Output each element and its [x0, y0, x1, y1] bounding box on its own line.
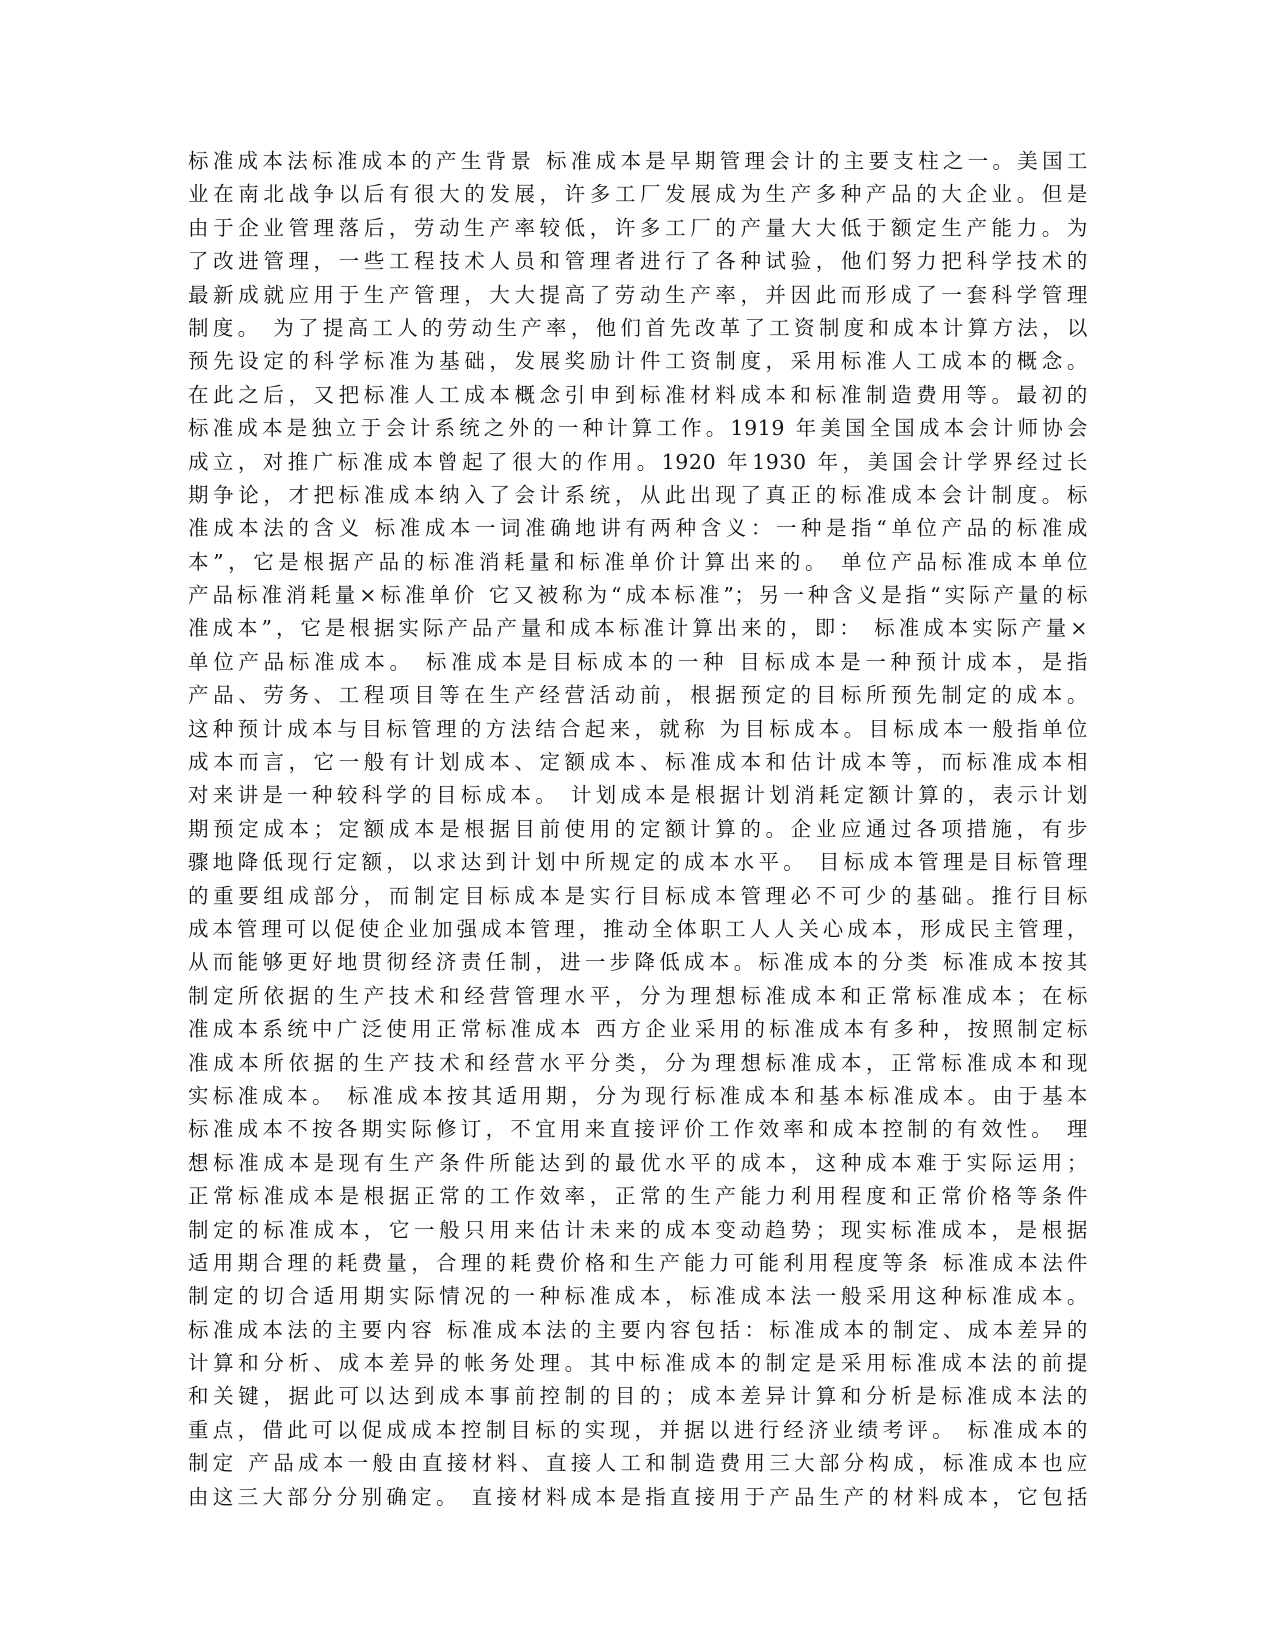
text-line: 单位产品标准成本。 标准成本是目标成本的一种 目标成本是一种预计成本，是指 — [188, 649, 1088, 674]
body-text — [188, 145, 1088, 1514]
text-line: 由这三大部分分别确定。 直接材料成本是指直接用于产品生产的材料成本，它包括 — [188, 1484, 1088, 1509]
text-line: 这种预计成本与目标管理的方法结合起来，就称 为目标成本。目标成本一般指单位 — [188, 716, 1088, 741]
text-line: 标准成本法标准成本的产生背景 标准成本是早期管理会计的主要支柱之一。美国工 — [188, 149, 1088, 173]
text-line: 产品、劳务、工程项目等在生产经营活动前，根据预定的目标所预先制定的成本。 — [188, 683, 1088, 708]
text-line: 准成本系统中广泛使用正常标准成本 西方企业采用的标准成本有多种，按照制定标 — [188, 1017, 1088, 1042]
text-line: 制定的标准成本，它一般只用来估计未来的成本变动趋势；现实标准成本，是根据 — [188, 1217, 1088, 1242]
text-line: 成立，对推广标准成本曾起了很大的作用。1920 年1930 年，美国会计学界经过长 — [188, 449, 1088, 474]
text-line: 产品标准消耗量×标准单价 它又被称为“成本标准”；另一种含义是指“实际产量的标 — [188, 583, 1088, 608]
text-line: 了改进管理，一些工程技术人员和管理者进行了各种试验，他们努力把科学技术的 — [188, 249, 1088, 274]
text-line: 成本管理可以促使企业加强成本管理，推动全体职工人人关心成本，形成民主管理， — [188, 916, 1088, 941]
text-line: 标准成本法的主要内容 标准成本法的主要内容包括：标准成本的制定、成本差异的 — [188, 1317, 1088, 1342]
text-line: 期预定成本；定额成本是根据目前使用的定额计算的。企业应通过各项措施，有步 — [188, 816, 1088, 841]
text-line: 从而能够更好地贯彻经济责任制，进一步降低成本。标准成本的分类 标准成本按其 — [188, 950, 1088, 975]
text-line: 在此之后，又把标准人工成本概念引申到标准材料成本和标准制造费用等。最初的 — [188, 382, 1088, 407]
text-line: 标准成本是独立于会计系统之外的一种计算工作。1919 年美国全国成本会计师协会 — [188, 416, 1088, 441]
text-line: 准成本”，它是根据实际产品产量和成本标准计算出来的，即： 标准成本实际产量× — [188, 616, 1088, 641]
text-line: 实标准成本。 标准成本按其适用期，分为现行标准成本和基本标准成本。由于基本 — [188, 1083, 1088, 1108]
text-line: 本”，它是根据产品的标准消耗量和标准单价计算出来的。 单位产品标准成本单位 — [188, 549, 1088, 574]
text-line: 由于企业管理落后，劳动生产率较低，许多工厂的产量大大低于额定生产能力。为 — [188, 215, 1088, 240]
text-line: 重点，借此可以促成成本控制目标的实现，并据以进行经济业绩考评。 标准成本的 — [188, 1417, 1088, 1442]
text-line: 制定的切合适用期实际情况的一种标准成本，标准成本法一般采用这种标准成本。 — [188, 1284, 1088, 1309]
text-line: 预先设定的科学标准为基础，发展奖励计件工资制度，采用标准人工成本的概念。 — [188, 349, 1088, 374]
text-line: 对来讲是一种较科学的目标成本。 计划成本是根据计划消耗定额计算的，表示计划 — [188, 783, 1088, 808]
text-line: 业在南北战争以后有很大的发展，许多工厂发展成为生产多种产品的大企业。但是 — [188, 182, 1088, 207]
text-line: 正常标准成本是根据正常的工作效率，正常的生产能力利用程度和正常价格等条件 — [188, 1184, 1088, 1209]
text-line: 骤地降低现行定额，以求达到计划中所规定的成本水平。 目标成本管理是目标管理 — [188, 850, 1088, 875]
text-line: 和关键，据此可以达到成本事前控制的目的；成本差异计算和分析是标准成本法的 — [188, 1384, 1088, 1409]
text-line: 成本而言，它一般有计划成本、定额成本、标准成本和估计成本等，而标准成本相 — [188, 750, 1088, 775]
text-line: 准成本所依据的生产技术和经营水平分类，分为理想标准成本，正常标准成本和现 — [188, 1050, 1088, 1075]
text-line: 计算和分析、成本差异的帐务处理。其中标准成本的制定是采用标准成本法的前提 — [188, 1351, 1088, 1376]
text-line: 想标准成本是现有生产条件所能达到的最优水平的成本，这种成本难于实际运用； — [188, 1150, 1088, 1175]
text-line: 标准成本不按各期实际修订，不宜用来直接评价工作效率和成本控制的有效性。 理 — [188, 1117, 1088, 1142]
text-line: 制定 产品成本一般由直接材料、直接人工和制造费用三大部分构成，标准成本也应 — [188, 1451, 1088, 1476]
text-line: 制度。 为了提高工人的劳动生产率，他们首先改革了工资制度和成本计算方法，以 — [188, 315, 1088, 340]
text-line: 准成本法的含义 标准成本一词准确地讲有两种含义：一种是指“单位产品的标准成 — [188, 516, 1088, 541]
text-line: 期争论，才把标准成本纳入了会计系统，从此出现了真正的标准成本会计制度。标 — [188, 482, 1088, 507]
text-line: 最新成就应用于生产管理，大大提高了劳动生产率，并因此而形成了一套科学管理 — [188, 282, 1088, 307]
text-line: 适用期合理的耗费量，合理的耗费价格和生产能力可能利用程度等条 标准成本法件 — [188, 1250, 1088, 1275]
text-line: 制定所依据的生产技术和经营管理水平，分为理想标准成本和正常标准成本；在标 — [188, 983, 1088, 1008]
text-line: 的重要组成部分，而制定目标成本是实行目标成本管理必不可少的基础。推行目标 — [188, 883, 1088, 908]
